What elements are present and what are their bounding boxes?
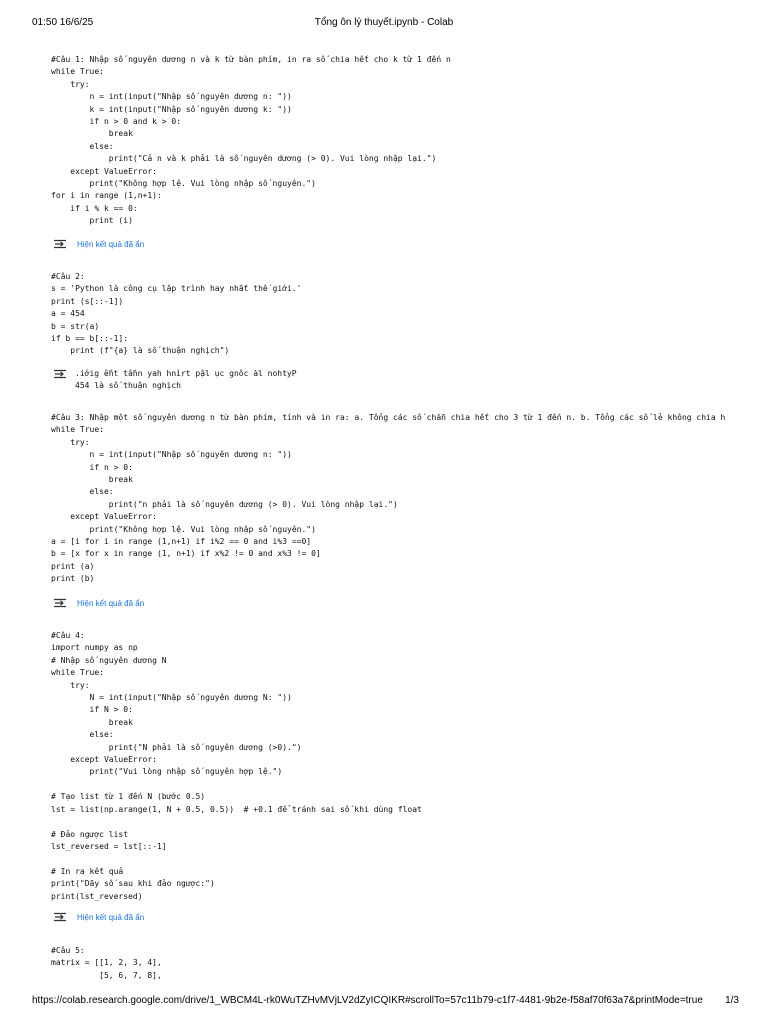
print-header [0, 17, 768, 31]
code-cell-4[interactable]: #Câu 4: import numpy as np # Nhập số nguyên dương N while True: try: N = int(input("Nhập số nguyên dương N: ")) if N > 0: break else: print("N phải là số nguyên dương (>0).") except ValueError: print("Vui lòng nhập số nguyên hợp lệ.") # Tạo list từ 1 đến N (bước 0.5) lst = list(np.arange(1, N + 0.5, 0.5)) # +0.1 để tránh sai số khi dùng float # Đảo ngược list lst_reversed = lst[::-1] # In ra kết quả print("Dãy số sau khi đảo ngược:") print(lst_reversed) [51, 631, 422, 901]
output-line: .iớig ếht tấhn yah hnìrt pậl ục gnôc àl nohtyP [75, 369, 297, 378]
print-footer [0, 995, 768, 1009]
code-cell-1[interactable]: #Câu 1: Nhập số nguyên dương n và k từ bàn phím, in ra số chia hết cho k từ 1 đến n while True: try: n = int(input("Nhập số nguyên dương n: ")) k = int(input("Nhập số nguyên dương k: ")) if n > 0 and k > 0: break else: print("Cả n và k phải là số nguyên dương (> 0). Vui lòng nhập lại.") except ValueError: print("Không hợp lệ. Vui lòng nhập số nguyên.") for i in range (1,n+1): if i % k == 0: print (i) [51, 55, 451, 226]
page-url: https://colab.research.google.com/drive/1_WBCM4L-rk0WuTZHvMVjLV2dZyICQIKR#scrollTo=57c11b79-c1f7-4481-9b2e-f58af70f63a7&printMode=true [32, 995, 703, 1006]
output-toggle-icon[interactable] [53, 368, 67, 380]
show-hidden-output-link[interactable]: Hiện kết quả đã ẩn [77, 239, 145, 249]
code-cell-5[interactable]: #Câu 5: matrix = [[1, 2, 3, 4], [5, 6, 7, 8], [51, 946, 162, 980]
show-hidden-output-link[interactable]: Hiện kết quả đã ẩn [77, 912, 145, 922]
output-line: 454 là số thuận nghịch [75, 381, 181, 390]
show-output-4[interactable] [53, 910, 144, 924]
output-toggle-icon[interactable] [53, 238, 67, 250]
print-timestamp: 01:50 16/6/25 [32, 17, 94, 28]
show-output-3[interactable] [53, 596, 144, 610]
output-toggle-icon[interactable] [53, 597, 67, 609]
code-cell-2[interactable]: #Câu 2: s = 'Python là công cụ lập trình hay nhất thế giới.' print (s[::-1]) a = 454 b = str(a) if b == b[::-1]: print (f"{a} là số thuận nghịch") [51, 272, 302, 356]
page-number: 1/3 [725, 995, 739, 1006]
show-hidden-output-link[interactable]: Hiện kết quả đã ẩn [77, 598, 145, 608]
code-cell-3[interactable]: #Câu 3: Nhập một số nguyên dương n từ bàn phím, tính và in ra: a. Tổng các số chẵn chia hết cho 3 từ 1 đến n. b. Tổng các số lẻ không chia h while True: try: n = int(input("Nhập số nguyên dương n: ")) if n > 0: break else: print("n phải là số nguyên dương (> 0). Vui lòng nhập lại.") except ValueError: print("Không hợp lệ. Vui lòng nhập số nguyên.") a = [i for i in range (1,n+1) if i%2 == 0 and i%3 ==0] b = [x for x in range (1, n+1) if x%2 != 0 and x%3 != 0] print (a) print (b) [51, 413, 726, 584]
page-title: Tổng ôn lý thuyết.ipynb - Colab [314, 17, 454, 28]
output-toggle-icon[interactable] [53, 911, 67, 923]
show-output-1[interactable] [53, 237, 144, 251]
